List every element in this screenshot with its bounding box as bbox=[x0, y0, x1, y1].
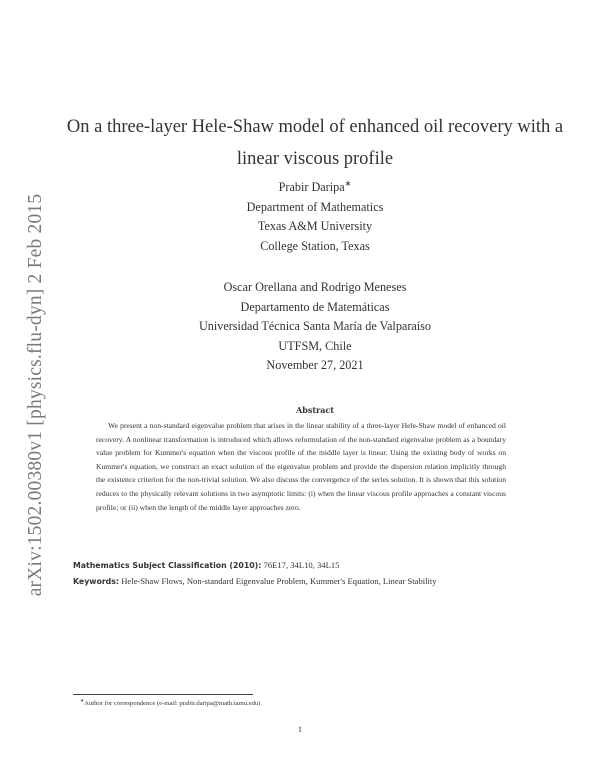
keywords-value: Hele-Shaw Flows, Non-standard Eigenvalue Problem, Kummer's Equation, Linear Stability bbox=[121, 576, 437, 586]
msc-classification bbox=[73, 560, 543, 570]
arxiv-identifier: arXiv:1502.00380v1 [physics.flu-dyn] 2 Feb 2015 bbox=[25, 193, 46, 597]
author-2-university: Universidad Técnica Santa María de Valparaíso bbox=[198, 319, 432, 333]
author-1-location: College Station, Texas bbox=[260, 238, 370, 253]
paper-title bbox=[60, 111, 570, 175]
author-1-footnote-marker: ∗ bbox=[344, 179, 352, 188]
author-block-1 bbox=[60, 174, 570, 256]
msc-value: 76E17, 34L10, 34L15 bbox=[263, 560, 340, 570]
msc-label: Mathematics Subject Classification (2010): bbox=[73, 561, 262, 570]
author-2-names: Oscar Orellana and Rodrigo Meneses bbox=[223, 280, 407, 294]
author-block-2 bbox=[60, 278, 570, 356]
footnote bbox=[80, 698, 260, 707]
keywords-label: Keywords: bbox=[73, 577, 120, 586]
page-number: 1 bbox=[297, 725, 303, 734]
author-2-location: UTFSM, Chile bbox=[278, 338, 352, 353]
footnote-divider bbox=[73, 694, 253, 695]
footnote-text: Author for correspondence (e-mail: prabir.daripa@math.tamu.edu) bbox=[84, 700, 261, 708]
author-2-department: Departamento de Matemáticas bbox=[240, 299, 390, 314]
author-1-university: Texas A&M University bbox=[257, 219, 373, 234]
title-line-1: On a three-layer Hele-Shaw model of enhanced oil recovery with a bbox=[66, 117, 564, 137]
title-line-2: linear viscous profile bbox=[236, 149, 394, 169]
author-1-department: Department of Mathematics bbox=[246, 199, 384, 214]
footnote-marker: ∗ bbox=[80, 699, 85, 704]
abstract-heading: Abstract bbox=[296, 405, 334, 415]
publication-date: November 27, 2021 bbox=[266, 358, 364, 372]
author-1-name: Prabir Daripa bbox=[278, 180, 345, 195]
keywords bbox=[73, 576, 543, 586]
abstract-text: We present a non-standard eigenvalue problem that arises in the linear stability of a three-layer Hele-Shaw model of enhanced oil recovery. A nonlinear transformation is introduced which allows reformulation of the non-standard eigenvalue problem as a boundary value problem for Kummer's equation when the viscous profile of the middle layer is linear. Using the existing body of works on Kummer's equation, we construct an exact solution of the eigenvalue problem and provide the dispersion relation implicitly through the existence criterion for the non-trivial solution. We also discuss the convergence of the series solution. It is shown that this solution reduces to the physically relevant solutions in two asymptotic limits: (i) when the linear viscous profile approaches a constant viscous profile; or (ii) when the length of the middle layer approaches zero. bbox=[96, 421, 506, 512]
